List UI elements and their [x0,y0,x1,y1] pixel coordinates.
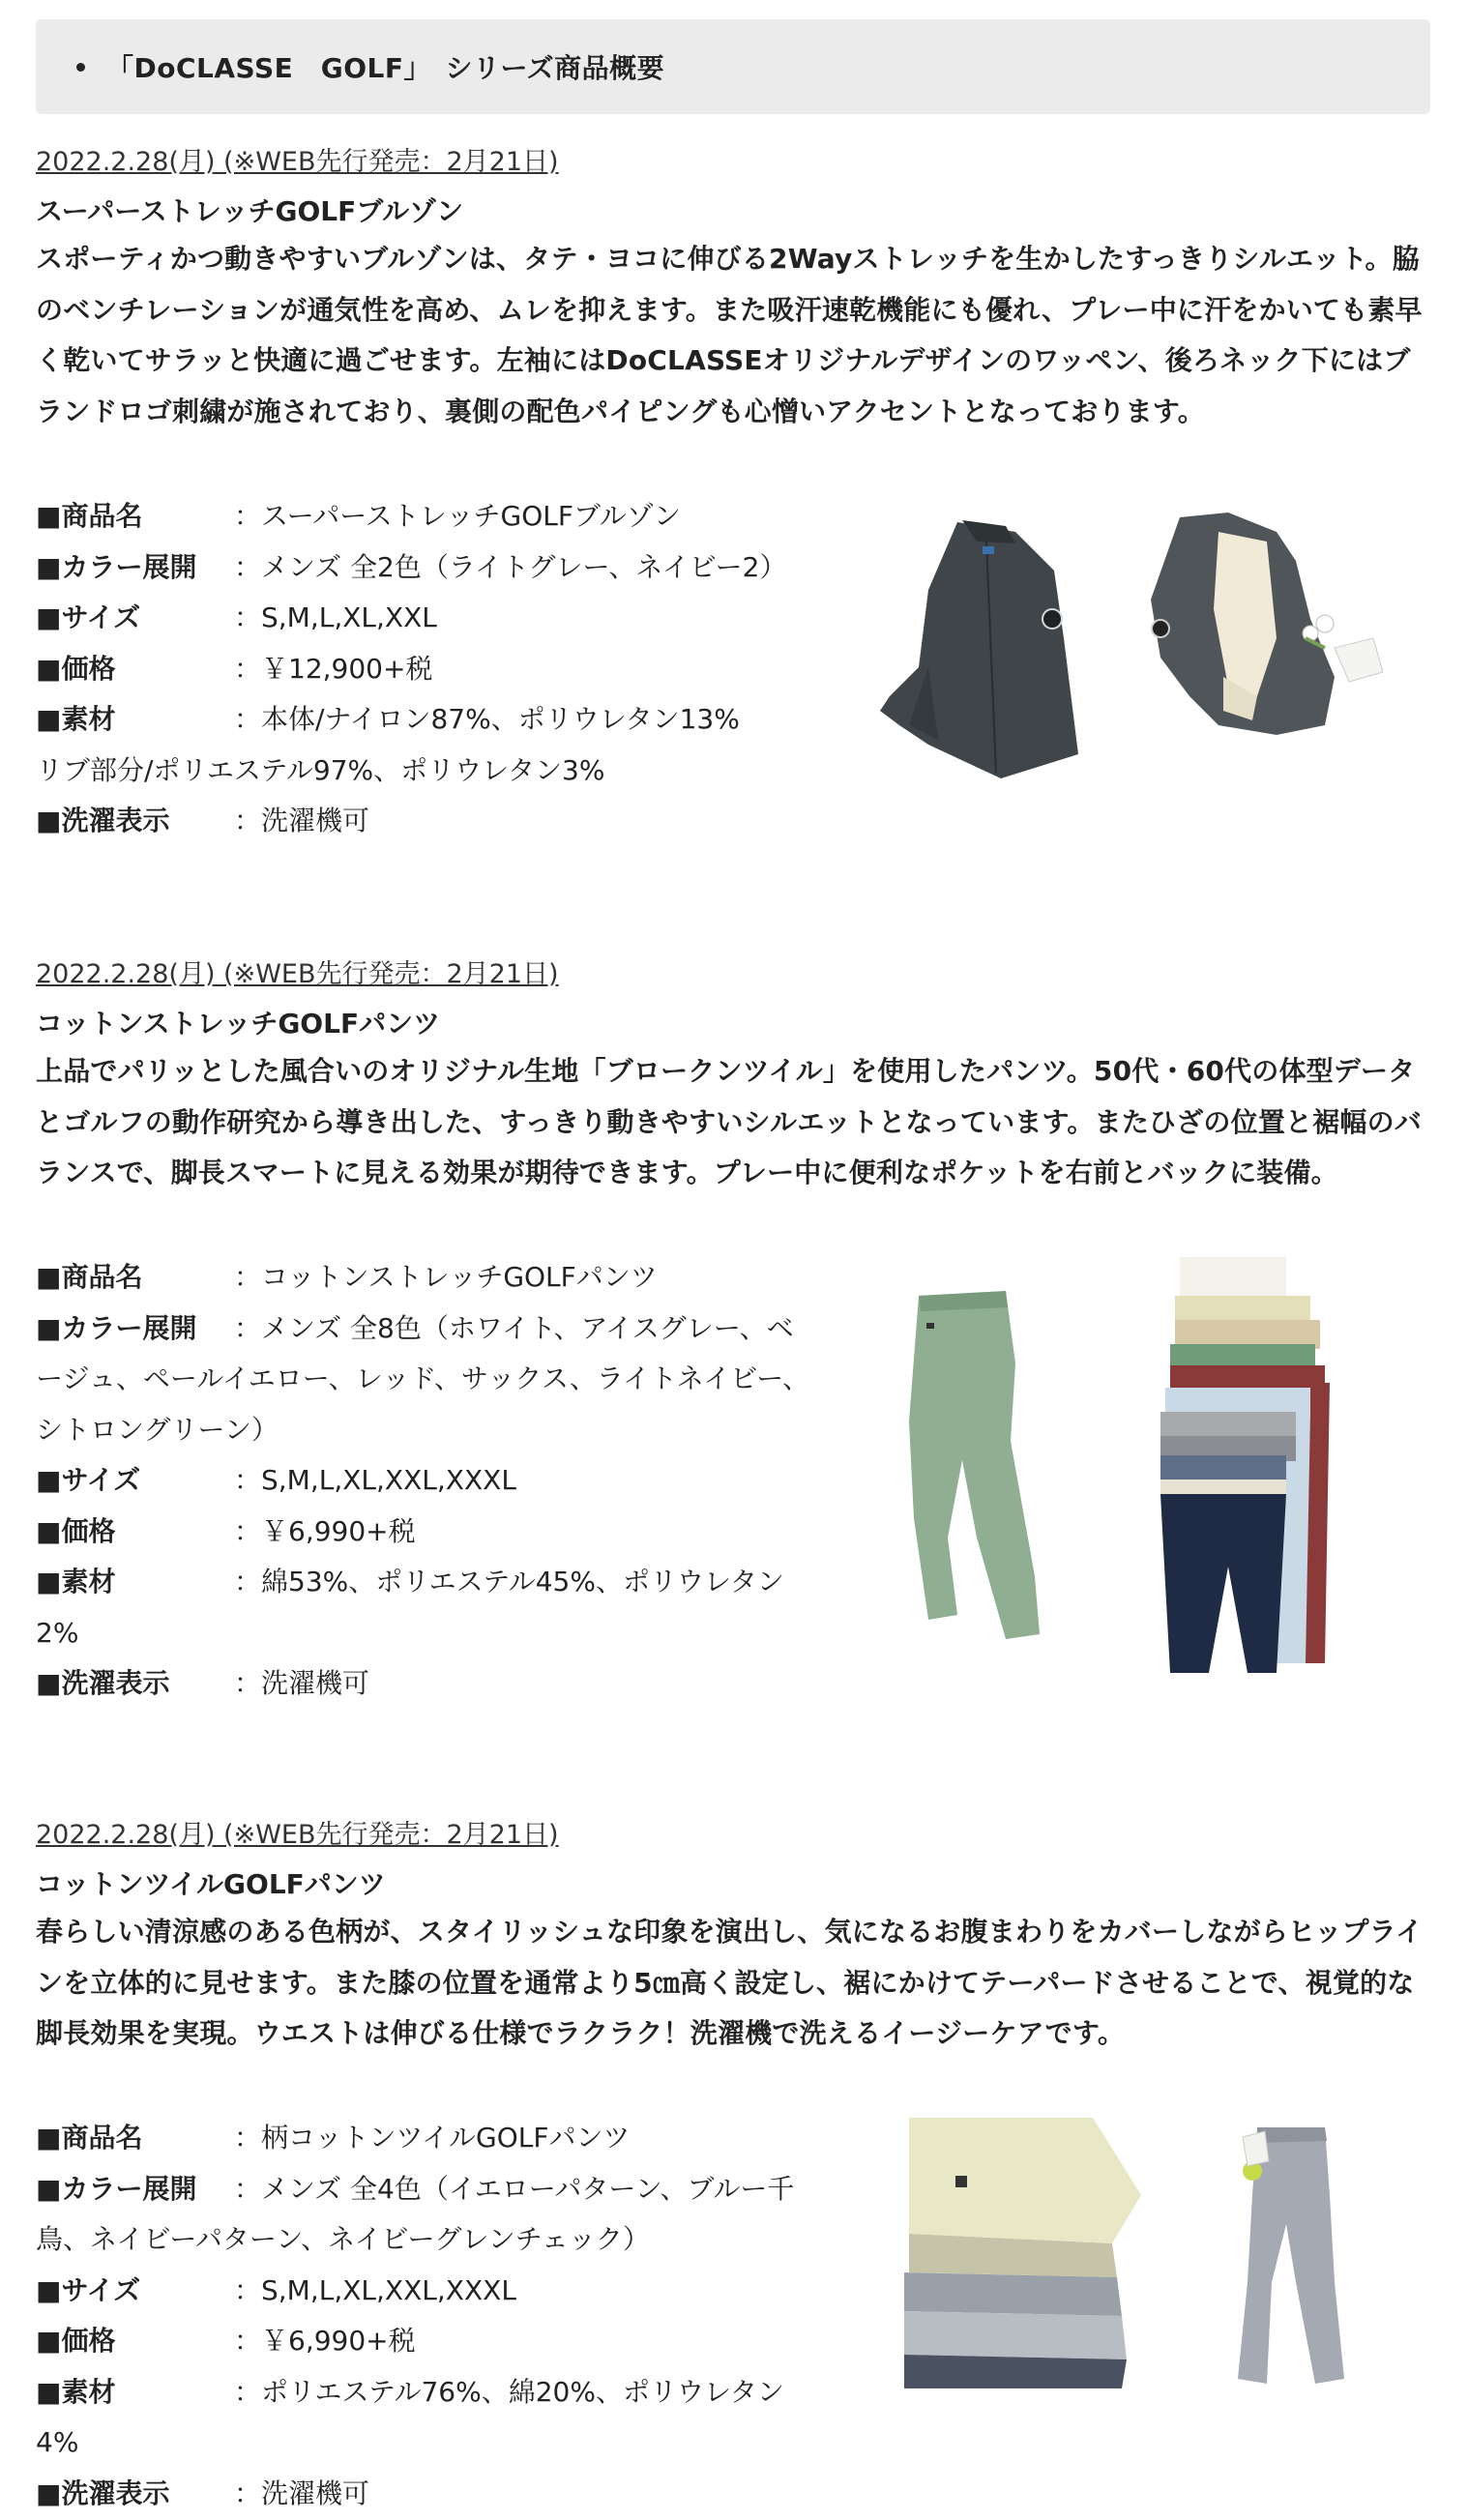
spec-size: ■サイズ ：S,M,L,XL,XXL,XXXL [36,2273,516,2306]
product-description: 上品でパリッとした風合いのオリジナル生地「ブロークンツイル」を使用したパンツ。50代・60代の体型データとゴルフの動作研究から導き出した、すっきり動きやすいシルエットとなっています。またひざの位置と裾幅のバランスで、脚長スマートに見える効果が期待できます。プレー中に便利なポケットを右前とバックに装備。 [36,1055,1423,1188]
release-date[interactable]: 2022.2.28(月) (※WEB先行発売：2月21日) [36,959,559,989]
spec-list [36,2113,809,2519]
product-title: コットンツイルGOLFパンツ [36,1868,386,1900]
product-description: スポーティかつ動きやすいブルゾンは、タテ・ヨコに伸びる2Wayストレッチを生かしたすっきりシルエット。脇のベンチレーションが通気性を高め、ムレを抑えます。また吸汗速乾機能にも優れ、プレー中に汗をかいても素早く乾いてサラッと快適に過ごせます。左袖にはDoCLASSEオリジナルデザインのワッペン、後ろネック下にはブランドロゴ刺繍が施されており、裏側の配色パイピングも心憎いアクセントとなっております。 [36,243,1423,427]
release-date[interactable]: 2022.2.28(月) (※WEB先行発売：2月21日) [36,147,559,177]
spec-price: ■価格 ：￥6,990+税 [36,1514,416,1547]
spec-name: ■商品名 ：スーパーストレッチGOLFブルゾン [36,500,681,532]
spec-list [36,1252,809,1710]
spec-size: ■サイズ ：S,M,L,XL,XXL [36,601,437,633]
product-section-blouson [36,145,1430,836]
spec-color: ■カラー展開 ：メンズ 全4色（イエローパターン、ブルー千鳥、ネイビーパターン、ネイビーグレンチェック） [36,2172,795,2255]
spec-wash: ■洗濯表示 ：洗濯機可 [36,2476,370,2509]
spec-size: ■サイズ ：S,M,L,XL,XXL,XXXL [36,1464,516,1496]
spec-name: ■商品名 ：コットンストレッチGOLFパンツ [36,1261,658,1293]
spec-wash: ■洗濯表示 ：洗濯機可 [36,1667,370,1699]
spec-material-rib: リブ部分/ポリエステル97%、ポリウレタン3% [36,753,605,786]
spec-material: ■素材 ：綿53%、ポリエステル45%、ポリウレタン2% [36,1566,784,1649]
bullet-icon [76,63,85,72]
spec-name: ■商品名 ：柄コットンツイルGOLFパンツ [36,2122,631,2154]
spec-color: ■カラー展開 ：メンズ 全2色（ライトグレー、ネイビー2） [36,550,787,583]
series-title: 「DoCLASSE GOLF」 シリーズ商品概要 [106,52,665,84]
spec-material: ■素材 ：本体/ナイロン87%、ポリウレタン13% [36,703,740,735]
product-title: コットンストレッチGOLFパンツ [36,1008,441,1040]
product-description: 春らしい清涼感のある色柄が、スタイリッシュな印象を演出し、気になるお腹まわりをカバーしながらヒップラインを立体的に見せます。また膝の位置を通常より5㎝高く設定し、裾にかけてテーパードさせることで、視覚的な脚長効果を実現。ウエストは伸びる仕様でラクラク！洗濯機で洗えるイージーケアです。 [36,1916,1424,2049]
product-title: スーパーストレッチGOLFブルゾン [36,195,464,227]
blouson-product-image [870,503,1431,793]
spec-color: ■カラー展開 ：メンズ 全8色（ホワイト、アイスグレー、ベージュ、ペールイエロー、レッド、サックス、ライトネイビー、シトロングリーン） [36,1311,809,1446]
spec-price: ■価格 ：￥6,990+税 [36,2325,416,2357]
spec-wash: ■洗濯表示 ：洗濯機可 [36,805,370,836]
spec-material: ■素材 ：ポリエステル76%、綿20%、ポリウレタン4% [36,2375,784,2458]
release-date[interactable]: 2022.2.28(月) (※WEB先行発売：2月21日) [36,1820,559,1850]
spec-list [36,491,809,847]
series-header [36,19,1430,114]
cotton-stretch-pants-image [870,1247,1431,1673]
product-section-cotton-twill [36,1818,1430,2509]
cotton-twill-pants-image [890,2108,1412,2398]
product-section-cotton-stretch [36,957,1430,1699]
spec-price: ■価格 ：￥12,900+税 [36,652,433,685]
